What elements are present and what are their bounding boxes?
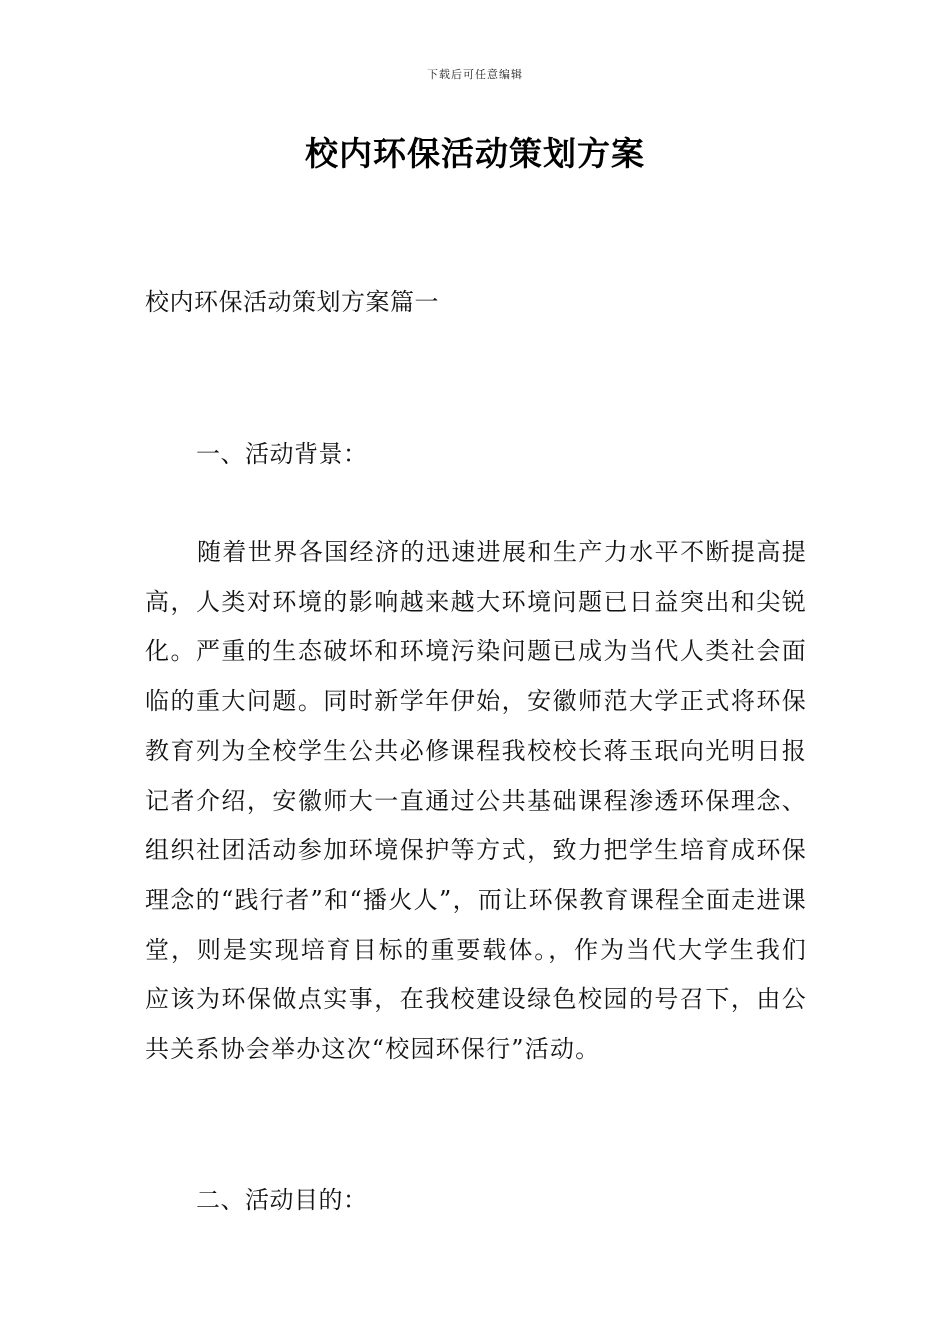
section-heading-purpose: 二、活动目的： bbox=[196, 1186, 368, 1214]
header-note: 下载后可任意编辑 bbox=[427, 68, 523, 81]
document-title: 校内环保活动策划方案 bbox=[305, 134, 645, 173]
document-subtitle: 校内环保活动策划方案篇一 bbox=[145, 288, 439, 316]
section-heading-background: 一、活动背景： bbox=[196, 440, 368, 468]
section-paragraph-background: 随着世界各国经济的迅速进展和生产力水平不断提高提高，人类对环境的影响越来越大环境问题已日益突出和尖锐化。严重的生态破坏和环境污染问题已成为当代人类社会面临的重大问题。同时新学年伊始，安徽师范大学正式将环保教育列为全校学生公共必修课程我校校长蒋玉珉向光明日报记者介绍，安徽师大一直通过公共基础课程渗透环保理念、组织社团活动参加环境保护等方式，致力把学生培育成环保理念的“践行者”和“播火人”，而让环保教育课程全面走进课堂，则是实现培育目标的重要载体。，作为当代大学生我们应该为环保做点实事，在我校建设绿色校园的号召下，由公共关系协会举办这次“校园环保行”活动。 bbox=[145, 538, 807, 1064]
